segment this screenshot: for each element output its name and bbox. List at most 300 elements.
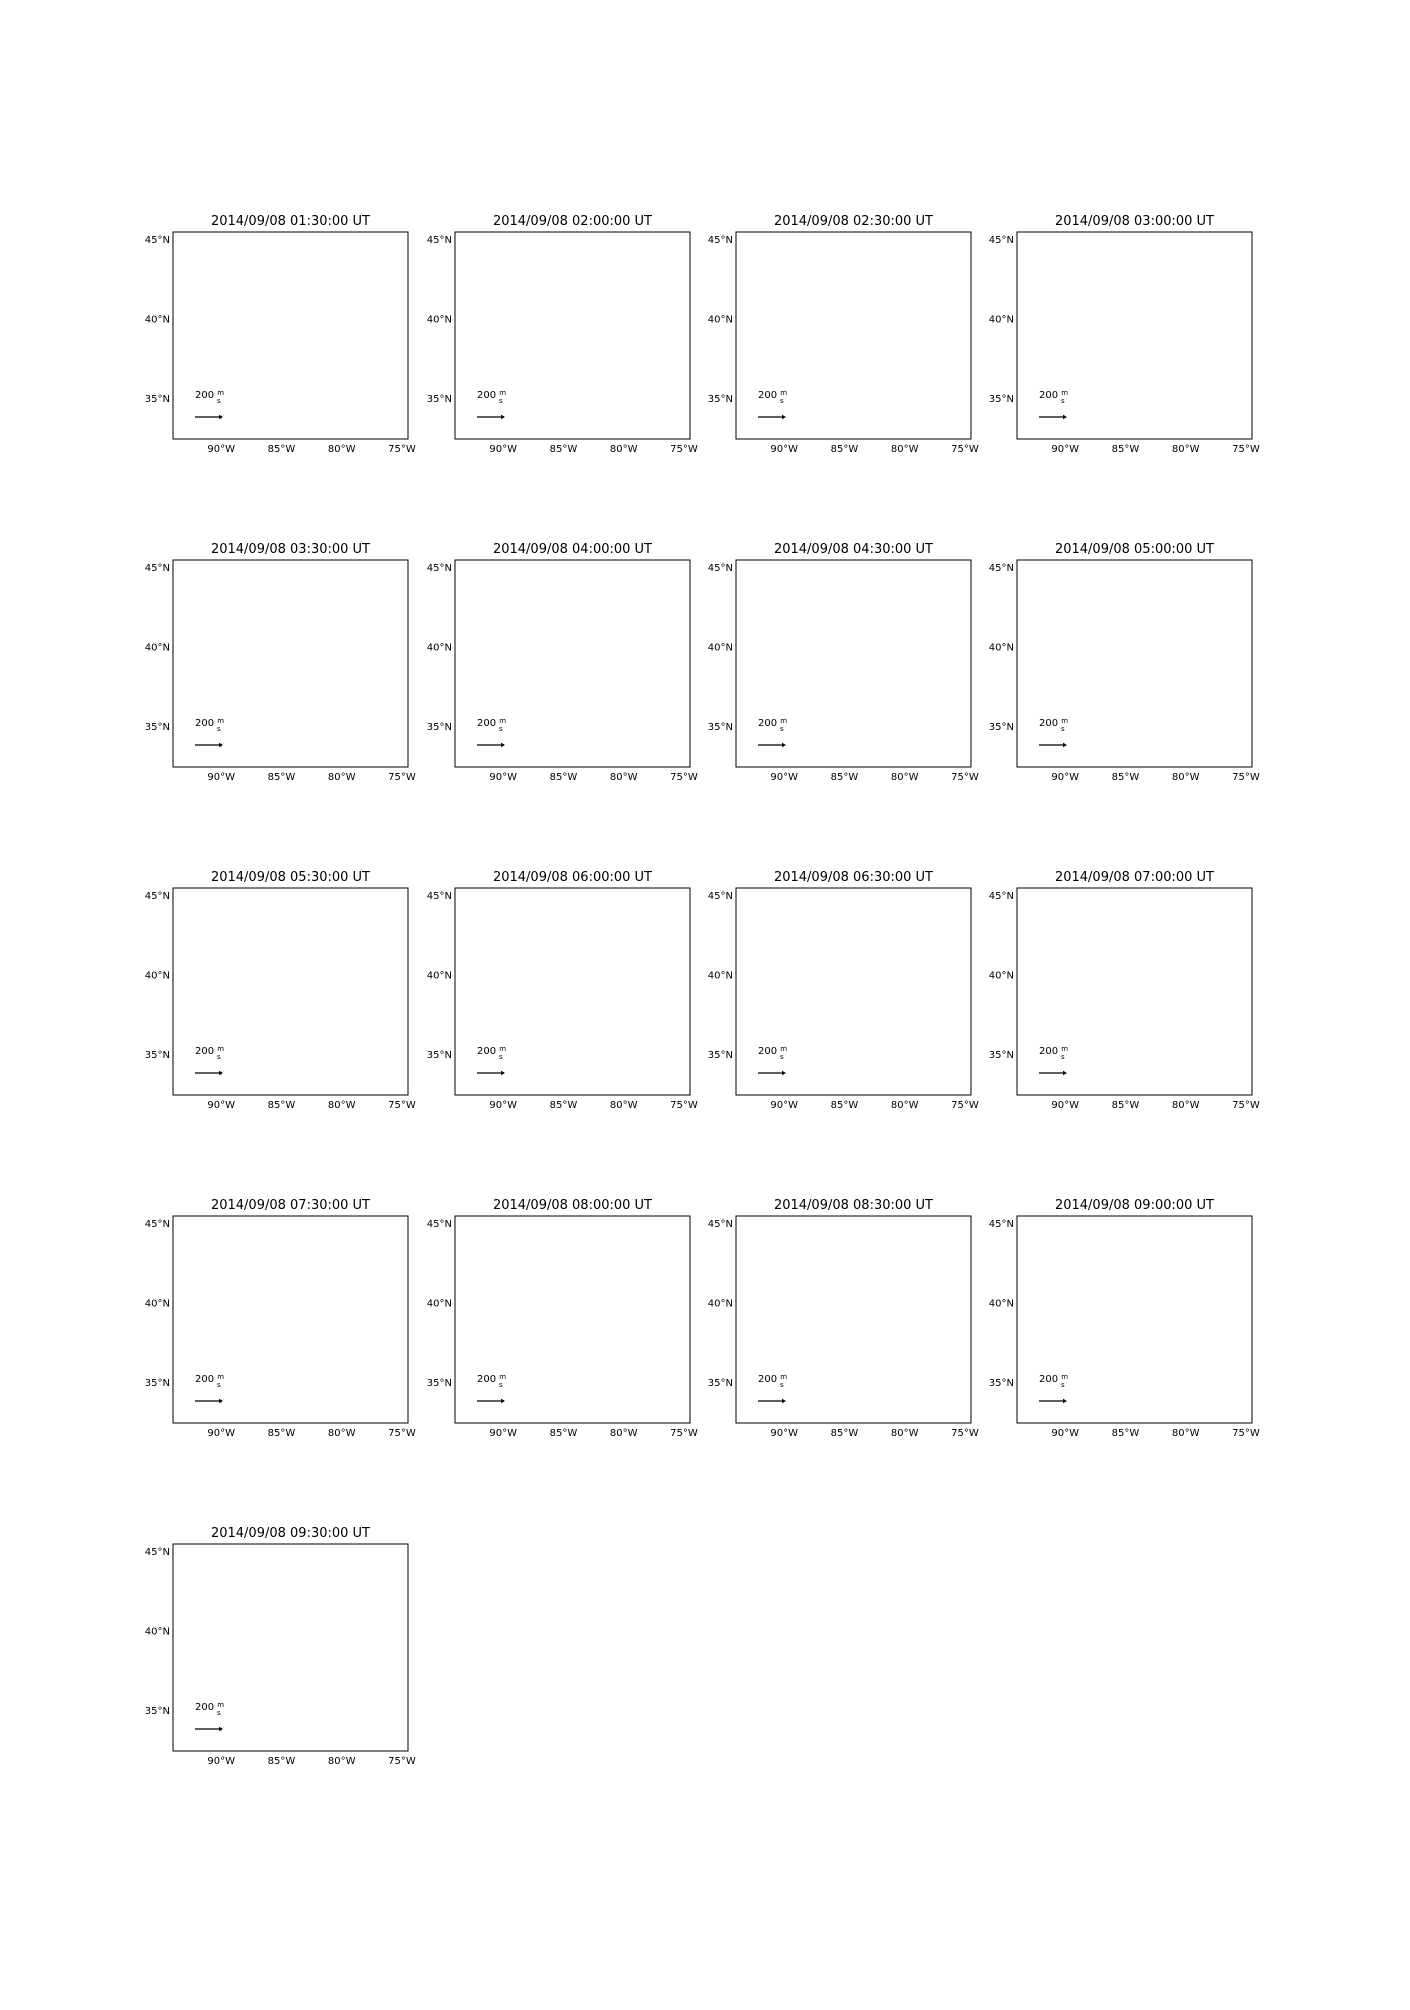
velocity-arrow [277, 352, 282, 355]
reference-unit-denominator: s [1061, 725, 1065, 733]
coastline-path [630, 561, 690, 592]
lon-tick-label: 90°W [1051, 1428, 1080, 1439]
lat-tick-label: 35°N [988, 1050, 1014, 1062]
velocity-arrow [346, 1684, 354, 1688]
lat-tick-label: 40°N [988, 1298, 1014, 1310]
coastline-path [949, 905, 960, 912]
coastline-path [379, 1328, 387, 1356]
reference-unit-denominator: s [499, 1381, 503, 1389]
lon-tick-label: 75°W [670, 1428, 698, 1439]
lat-tick-label: 40°N [707, 970, 733, 982]
reference-arrow-label: 200 $^m$ [1039, 389, 1069, 401]
coastline-path [293, 888, 340, 926]
coastline-path [551, 560, 567, 582]
lon-tick-label: 80°W [890, 772, 919, 783]
velocity-arrow [1095, 352, 1099, 355]
lat-tick-label: 45°N [144, 562, 170, 574]
lat-tick-label: 45°N [988, 890, 1014, 902]
coastline-path [945, 1308, 964, 1376]
reference-arrow [195, 1399, 223, 1403]
coastline-path [586, 1261, 594, 1267]
velocity-arrow [348, 1708, 354, 1712]
velocity-arrow [328, 352, 330, 354]
lon-tick-label: 75°W [388, 444, 416, 455]
map-frame [736, 560, 971, 767]
coastline-path [942, 1328, 950, 1356]
coastline-path [832, 1216, 848, 1238]
lon-tick-label: 80°W [890, 1428, 919, 1439]
lat-tick-label: 45°N [707, 1218, 733, 1230]
panel-title: 2014/09/08 02:00:00 UT [492, 214, 653, 229]
lon-tick-label: 85°W [830, 772, 859, 783]
velocity-arrow [198, 304, 205, 309]
velocity-arrow [251, 280, 256, 283]
velocity-arrow [1042, 280, 1046, 283]
coastline-path [1143, 595, 1150, 602]
lon-tick-label: 90°W [1051, 772, 1080, 783]
velocity-arrow [251, 328, 256, 331]
coastline-path [1223, 1000, 1231, 1028]
coastline-path [661, 1328, 669, 1356]
coastline-path [386, 905, 397, 912]
reference-arrow [1039, 415, 1067, 419]
coastline-path [575, 560, 622, 598]
velocity-arrow [198, 328, 205, 333]
coastline-path [1074, 1216, 1094, 1291]
coastline-path [856, 1216, 903, 1254]
lon-tick-label: 75°W [388, 1100, 416, 1111]
reference-arrow-label: 200 $^m$ [1039, 1045, 1069, 1057]
coastline-path [379, 672, 387, 700]
map-frame [1017, 1216, 1252, 1423]
map-frame [173, 560, 408, 767]
lon-tick-label: 80°W [327, 1428, 356, 1439]
lon-tick-label: 80°W [609, 444, 638, 455]
coastline-path [396, 1311, 405, 1336]
coastline-path [617, 962, 690, 1095]
velocity-arrow [1224, 374, 1228, 377]
lon-tick-label: 75°W [1232, 1100, 1260, 1111]
coastline-path [1230, 644, 1241, 670]
lat-tick-label: 40°N [707, 1298, 733, 1310]
velocity-arrow [243, 1616, 251, 1624]
velocity-arrow [1146, 304, 1150, 307]
coastline-path [1149, 919, 1205, 940]
velocity-arrow [1069, 256, 1073, 259]
lat-tick-label: 45°N [707, 890, 733, 902]
map-panel [145, 1526, 416, 1767]
velocity-arrow [270, 1662, 277, 1668]
coastline-path [668, 1233, 679, 1240]
lat-tick-label: 35°N [988, 722, 1014, 734]
velocity-arrow [302, 374, 304, 376]
lat-tick-label: 45°N [426, 890, 452, 902]
coastline-path [575, 888, 622, 926]
lon-tick-label: 90°W [1051, 1100, 1080, 1111]
coastlines [793, 232, 971, 439]
reference-arrow-label: 200 $^m$ [477, 1045, 507, 1057]
coastline-path [1192, 1217, 1252, 1248]
coastline-path [386, 577, 397, 584]
velocity-arrow [1121, 328, 1125, 331]
coastline-path [348, 233, 408, 264]
lon-tick-label: 80°W [327, 1756, 356, 1767]
lon-tick-label: 90°W [207, 444, 236, 455]
velocity-arrow [218, 1640, 226, 1647]
lat-tick-label: 35°N [707, 722, 733, 734]
lat-tick-label: 40°N [144, 970, 170, 982]
lon-tick-label: 75°W [1232, 1428, 1260, 1439]
velocity-arrow [320, 1684, 328, 1688]
coastline-path [299, 267, 306, 274]
coastline-path [678, 655, 687, 680]
coastline-path [386, 316, 397, 342]
coastline-path [959, 1311, 968, 1336]
map-panel [145, 870, 416, 1111]
coastline-path [949, 1300, 960, 1326]
velocity-arrow [344, 1638, 354, 1642]
coastlines [512, 1216, 690, 1423]
velocity-arrow [294, 1616, 302, 1624]
coastlines [512, 232, 690, 439]
map-frame [455, 232, 690, 439]
lon-tick-label: 75°W [388, 772, 416, 783]
panel-title: 2014/09/08 07:30:00 UT [210, 1198, 371, 1213]
coastline-path [678, 983, 687, 1008]
lat-tick-label: 35°N [144, 1378, 170, 1390]
reference-unit-denominator: s [780, 1053, 784, 1061]
reference-arrow-label: 200 $^m$ [758, 1045, 788, 1057]
velocity-arrow [343, 1614, 354, 1618]
velocity-arrow [298, 1710, 303, 1714]
lon-tick-label: 80°W [327, 772, 356, 783]
coastline-path [386, 1628, 397, 1654]
coastline-path [668, 577, 679, 584]
reference-unit-denominator: s [780, 1381, 784, 1389]
coastlines [512, 560, 690, 767]
velocity-arrow [317, 1614, 328, 1618]
coastline-path [1230, 316, 1241, 342]
velocity-arrow [1224, 352, 1228, 355]
lon-tick-label: 85°W [830, 1428, 859, 1439]
velocity-arrow [251, 374, 256, 377]
coastline-path [793, 232, 813, 307]
velocity-arrow [225, 328, 232, 333]
coastline-path [949, 1233, 960, 1240]
coastline-path [959, 327, 968, 352]
velocity-arrow [267, 1592, 277, 1601]
velocity-arrow [277, 418, 282, 421]
velocity-arrow [1069, 352, 1073, 355]
lat-tick-label: 45°N [144, 1546, 170, 1558]
map-frame [736, 1216, 971, 1423]
coastline-path [299, 923, 306, 930]
coastline-path [630, 1217, 690, 1248]
coastline-path [293, 232, 340, 270]
coastline-path [1143, 1251, 1150, 1258]
coastline-path [949, 644, 960, 670]
velocity-arrow [241, 1592, 251, 1601]
velocity-arrow [296, 1686, 302, 1692]
velocity-vectors [1042, 256, 1228, 377]
coastline-path [668, 905, 679, 912]
coastline-path [862, 267, 869, 274]
reference-unit-denominator: s [499, 725, 503, 733]
lat-tick-label: 45°N [988, 1218, 1014, 1230]
coastline-path [617, 634, 690, 767]
lon-tick-label: 85°W [267, 772, 296, 783]
lat-tick-label: 45°N [707, 562, 733, 574]
reference-arrow [477, 1399, 505, 1403]
panel-title: 2014/09/08 09:30:00 UT [210, 1526, 371, 1541]
velocity-arrow [277, 398, 282, 401]
velocity-arrow [1198, 374, 1202, 377]
coastline-path [269, 888, 285, 910]
coastline-path [856, 232, 903, 270]
reference-arrow [195, 1071, 223, 1075]
coastline-path [382, 324, 401, 392]
coastline-path [230, 232, 250, 307]
coastlines [230, 232, 408, 439]
panel-title: 2014/09/08 06:30:00 UT [773, 870, 934, 885]
panel-title: 2014/09/08 07:00:00 UT [1054, 870, 1215, 885]
coastline-path [664, 652, 683, 720]
reference-arrow-label: 200 $^m$ [758, 717, 788, 729]
coastline-path [617, 1290, 690, 1423]
reference-arrow [195, 1727, 223, 1731]
velocity-arrow [302, 304, 304, 306]
coastline-path [386, 644, 397, 670]
velocity-arrow [319, 1660, 328, 1664]
velocity-arrow [273, 1730, 278, 1734]
velocity-arrow [244, 1662, 251, 1668]
map-panel [427, 542, 698, 783]
coastline-path [1113, 888, 1129, 910]
lat-tick-label: 40°N [988, 970, 1014, 982]
coastline-path [678, 327, 687, 352]
lat-tick-label: 35°N [144, 394, 170, 406]
reference-arrow [477, 415, 505, 419]
coastline-path [382, 1636, 401, 1704]
reference-arrow-label: 200 $^m$ [477, 1373, 507, 1385]
coastline-path [293, 1216, 340, 1254]
map-frame [173, 232, 408, 439]
coastline-path [668, 316, 679, 342]
velocity-arrow [1069, 304, 1073, 307]
reference-unit-denominator: s [1061, 1053, 1065, 1061]
coastline-path [1137, 888, 1184, 926]
coastline-path [668, 249, 679, 256]
coastline-path [898, 306, 971, 439]
coastline-path [1113, 560, 1129, 582]
reference-arrow-label: 200 $^m$ [195, 1373, 225, 1385]
lon-tick-label: 90°W [207, 1756, 236, 1767]
coastline-path [1113, 232, 1129, 254]
lon-tick-label: 75°W [951, 1428, 979, 1439]
lon-tick-label: 90°W [770, 1428, 799, 1439]
coastline-path [382, 652, 401, 720]
velocity-arrow [1095, 374, 1099, 377]
coastline-path [512, 560, 532, 635]
lat-tick-label: 45°N [144, 890, 170, 902]
coastline-path [1074, 232, 1094, 307]
velocity-arrow [277, 280, 282, 283]
coastline-path [551, 1216, 567, 1238]
velocity-arrow [219, 1686, 225, 1692]
lon-tick-label: 90°W [489, 444, 518, 455]
reference-arrow [758, 743, 786, 747]
lon-tick-label: 80°W [1171, 1428, 1200, 1439]
velocity-arrow [1121, 304, 1125, 307]
velocity-arrow [215, 1592, 225, 1601]
coastline-path [862, 1251, 869, 1258]
lat-tick-label: 40°N [988, 314, 1014, 326]
coastline-path [379, 1000, 387, 1028]
lon-tick-label: 85°W [267, 444, 296, 455]
coastline-path [396, 655, 405, 680]
coastline-path [661, 344, 669, 372]
coastline-path [1137, 1216, 1184, 1254]
lon-tick-label: 90°W [207, 1100, 236, 1111]
lat-tick-label: 45°N [707, 234, 733, 246]
velocity-arrow [322, 1728, 328, 1732]
velocity-arrow [215, 1568, 225, 1577]
coastline-path [1148, 277, 1156, 283]
lat-tick-label: 45°N [988, 562, 1014, 574]
lat-tick-label: 35°N [144, 722, 170, 734]
coastline-path [668, 1300, 679, 1326]
coastline-path [945, 652, 964, 720]
reference-arrow-label: 200 $^m$ [195, 1045, 225, 1057]
reference-unit-denominator: s [499, 1053, 503, 1061]
map-panel [989, 870, 1260, 1111]
coastline-path [832, 560, 848, 582]
coastline-path [348, 561, 408, 592]
velocity-arrow [271, 1686, 277, 1692]
coastline-path [945, 324, 964, 392]
coastline-path [868, 263, 924, 284]
lon-tick-label: 90°W [207, 772, 236, 783]
velocity-arrow [225, 352, 230, 355]
coastline-path [382, 1308, 401, 1376]
coastline-path [856, 560, 903, 598]
velocity-arrow [348, 1728, 354, 1732]
coastline-path [379, 1656, 387, 1684]
velocity-arrow [1042, 328, 1046, 331]
velocity-arrow [1146, 374, 1150, 377]
coastlines [230, 1544, 408, 1751]
coastline-path [348, 889, 408, 920]
map-frame [455, 560, 690, 767]
reference-arrow-label: 200 $^m$ [195, 717, 225, 729]
velocity-arrow [245, 1686, 251, 1692]
velocity-arrow [1146, 328, 1150, 331]
coastline-path [898, 962, 971, 1095]
coastline-path [1230, 905, 1241, 912]
lon-tick-label: 85°W [1111, 444, 1140, 455]
coastline-path [1230, 577, 1241, 584]
lon-tick-label: 75°W [388, 1428, 416, 1439]
velocity-arrow [328, 374, 330, 376]
lat-tick-label: 40°N [144, 1298, 170, 1310]
coastline-path [230, 560, 250, 635]
reference-arrow-label: 200 $^m$ [1039, 1373, 1069, 1385]
lat-tick-label: 40°N [426, 314, 452, 326]
lon-tick-label: 90°W [770, 444, 799, 455]
coastline-path [586, 605, 594, 611]
lon-tick-label: 90°W [770, 772, 799, 783]
lon-tick-label: 80°W [327, 444, 356, 455]
map-panel [427, 870, 698, 1111]
velocity-arrow [218, 1662, 225, 1668]
lat-tick-label: 45°N [426, 1218, 452, 1230]
lat-tick-label: 45°N [426, 234, 452, 246]
coastline-path [942, 344, 950, 372]
lat-tick-label: 45°N [144, 234, 170, 246]
lon-tick-label: 90°W [489, 772, 518, 783]
panel-title: 2014/09/08 09:00:00 UT [1054, 1198, 1215, 1213]
lat-tick-label: 35°N [426, 722, 452, 734]
coastline-path [269, 232, 285, 254]
velocity-arrow [277, 374, 282, 377]
velocity-arrow [217, 1616, 225, 1624]
lat-tick-label: 40°N [144, 314, 170, 326]
lon-tick-label: 85°W [267, 1756, 296, 1767]
coastline-path [664, 1308, 683, 1376]
lat-tick-label: 35°N [707, 1378, 733, 1390]
velocity-arrow [251, 304, 256, 307]
lon-tick-label: 85°W [549, 1100, 578, 1111]
coastline-path [587, 591, 643, 612]
coastline-path [1149, 591, 1205, 612]
lat-tick-label: 45°N [144, 1218, 170, 1230]
coastline-path [587, 263, 643, 284]
map-panel [145, 1198, 416, 1439]
map-panel [145, 542, 416, 783]
velocity-arrow [345, 1660, 354, 1664]
velocity-arrow [225, 280, 232, 285]
coastline-path [959, 983, 968, 1008]
coastline-path [1230, 1233, 1241, 1240]
panel-title: 2014/09/08 04:00:00 UT [492, 542, 653, 557]
coastline-path [386, 249, 397, 256]
coastline-path [1137, 560, 1184, 598]
coastline-path [1240, 1311, 1249, 1336]
coastline-path [867, 277, 875, 283]
lat-tick-label: 40°N [707, 314, 733, 326]
velocity-arrow [1095, 328, 1099, 331]
coastline-path [898, 634, 971, 767]
coastlines [793, 1216, 971, 1423]
coastline-path [386, 1233, 397, 1240]
lon-tick-label: 90°W [770, 1100, 799, 1111]
coastline-path [1240, 983, 1249, 1008]
lat-tick-label: 40°N [144, 642, 170, 654]
coastline-path [269, 560, 285, 582]
coastline-path [230, 1544, 250, 1619]
panel-title: 2014/09/08 03:00:00 UT [1054, 214, 1215, 229]
coastline-path [1230, 1300, 1241, 1326]
coastline-path [793, 1216, 813, 1291]
coastline-path [949, 577, 960, 584]
velocity-arrow [318, 1638, 328, 1642]
coastline-path [911, 1217, 971, 1248]
velocity-arrow [1172, 328, 1176, 331]
coastline-path [1074, 888, 1094, 963]
map-panel [708, 542, 979, 783]
coastline-path [386, 1561, 397, 1568]
lat-tick-label: 35°N [707, 1050, 733, 1062]
